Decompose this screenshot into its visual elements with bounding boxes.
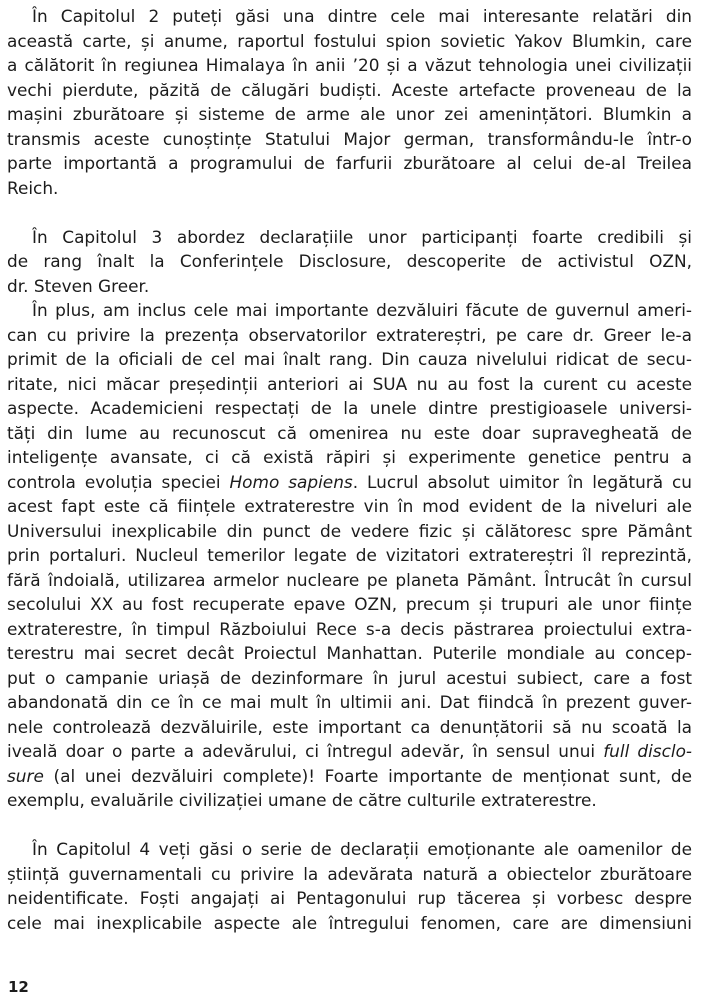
- italic-phrase: sure: [7, 766, 44, 786]
- paragraph-line: put o campanie uriașă de dezinformare în jurul acestui subiect, care a fost: [7, 668, 692, 688]
- paragraph-line: dr. Steven Greer.: [7, 276, 150, 296]
- paragraph-line: cele mai inexplicabile aspecte ale întregului fenomen, care are dimensiuni: [7, 913, 692, 933]
- paragraph-line: aspecte. Academicieni respectați de la unele dintre prestigioasele universi-: [7, 398, 692, 418]
- paragraph-line: acest fapt este că ființele extraterestre vin în mod evident de la niveluri ale: [7, 496, 692, 516]
- paragraph-line: această carte, și anume, raportul fostului spion sovietic Yakov Blumkin, care: [7, 31, 692, 51]
- paragraph-line: vechi pierdute, păzită de călugări budiști. Aceste artefacte proveneau de la: [7, 80, 692, 100]
- paragraph-line: știință guvernamentali cu privire la adevărata natură a obiectelor zburătoare: [7, 864, 692, 884]
- paragraph-line: În plus, am inclus cele mai importante dezvăluiri făcute de guvernul ameri-: [32, 300, 692, 320]
- paragraph-line: Reich.: [7, 178, 59, 198]
- paragraph-line: can cu privire la prezența observatorilor extratereștri, pe care dr. Greer le-a: [7, 325, 692, 345]
- paragraph-line: mașini zburătoare și sisteme de arme ale unor zei amenințători. Blumkin a: [7, 104, 692, 124]
- paragraph-line: iveală doar o parte a adevărului, ci întregul adevăr, în sensul unui full disclo-: [7, 741, 692, 761]
- paragraph-line: abandonată din ce în ce mai mult în ultimii ani. Dat fiindcă în prezent guver-: [7, 692, 692, 712]
- paragraph-line: Universului inexplicabile din punct de vedere fizic și călătoresc spre Pământ: [7, 521, 692, 541]
- paragraph-line: inteligențe avansate, ci că există răpiri și experimente genetice pentru a: [7, 447, 692, 467]
- paragraph-line: controla evoluția speciei Homo sapiens. Lucrul absolut uimitor în legătură cu: [7, 472, 693, 492]
- paragraph-line: a călătorit în regiunea Himalaya în anii ’20 și a văzut tehnologia unei civilizații: [7, 55, 692, 75]
- paragraph-line: ritate, nici măcar președinții anteriori ai SUA nu au fost la curent cu aceste: [7, 374, 692, 394]
- paragraph-line: exemplu, evaluările civilizației umane de către culturile extraterestre.: [7, 790, 597, 810]
- paragraph-line: de rang înalt la Conferințele Disclosure, descoperite de activistul OZN,: [7, 251, 692, 271]
- paragraph-line: fără îndoială, utilizarea armelor nucleare pe planeta Pământ. Întrucât în cursul: [7, 570, 692, 590]
- paragraph-line: parte importantă a programului de farfurii zburătoare al celui de-al Treilea: [7, 153, 692, 173]
- paragraph-line: tăți din lume au recunoscut că omenirea nu este doar supravegheată de: [7, 423, 692, 443]
- paragraph-line: secolului XX au fost recuperate epave OZN, precum și trupuri ale unor ființe: [7, 594, 692, 614]
- paragraph-line: sure (al unei dezvăluiri complete)! Foarte importante de menționat sunt, de: [7, 766, 692, 786]
- paragraph-line: primit de la oficiali de cel mai înalt rang. Din cauza nivelului ridicat de secu-: [7, 349, 692, 369]
- page-number: 12: [8, 978, 29, 996]
- paragraph-line: În Capitolul 4 veți găsi o serie de declarații emoționante ale oamenilor de: [32, 839, 692, 859]
- paragraph-line: neidentificate. Foști angajați ai Pentagonului rup tăcerea și vorbesc despre: [7, 888, 692, 908]
- paragraph-line: În Capitolul 3 abordez declarațiile unor participanți foarte credibili și: [32, 227, 692, 247]
- paragraph-line: nele controlează dezvăluirile, este important ca denunțătorii să nu scoată la: [7, 717, 692, 737]
- paragraph-line: În Capitolul 2 puteți găsi una dintre cele mai interesante relatări din: [32, 6, 692, 26]
- paragraph-line: terestru mai secret decât Proiectul Manhattan. Puterile mondiale au concep-: [7, 643, 692, 663]
- paragraph-line: extraterestre, în timpul Războiului Rece s-a decis păstrarea proiectului extra-: [7, 619, 692, 639]
- italic-phrase: full disclo-: [603, 741, 692, 761]
- paragraph-line: prin portaluri. Nucleul temerilor legate de vizitatori extratereștri îl reprezintă,: [7, 545, 692, 565]
- paragraph-line: transmis aceste cunoștințe Statului Major german, transformându-le într-o: [7, 129, 692, 149]
- italic-phrase: Homo sapiens: [229, 472, 353, 492]
